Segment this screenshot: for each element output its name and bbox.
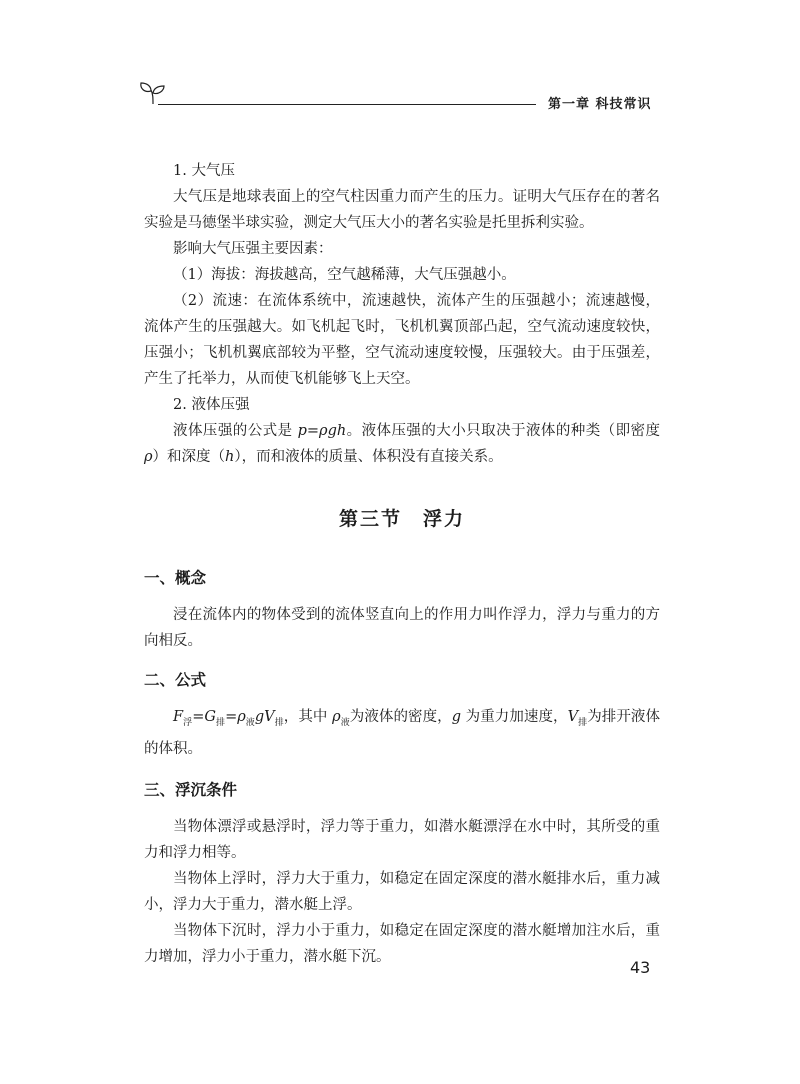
formula-V2-sub: 排 xyxy=(578,717,588,728)
section-title: 第三节 浮力 xyxy=(338,508,465,530)
concept-title: 一、概念 xyxy=(144,569,207,587)
liquid-text-b: 。液体压强的大小只取决于液体的种类（即密度 xyxy=(346,423,661,439)
liquid-heading: 2. 液体压强 xyxy=(173,397,250,413)
formula-V-sub: 排 xyxy=(274,717,284,728)
formula-rho-sub: 液 xyxy=(245,717,255,728)
liquid-text-d: ），而和液体的质量、体积没有直接关系。 xyxy=(234,449,503,465)
float-paragraph-3: 当物体下沉时，浮力小于重力，如稳定在固定深度的潜水艇增加注水后，重力增加，浮力小于重力，潜水艇下沉。 xyxy=(144,922,660,965)
chapter-title: 第一章 科技常识 xyxy=(548,97,652,112)
formula-F-sub: 浮 xyxy=(183,717,193,728)
atm-paragraph: 大气压是地球表面上的空气柱因重力而产生的压力。证明大气压存在的著名实验是马德堡半球实验，测定大气压大小的著名实验是托里拆利实验。 xyxy=(144,189,660,231)
formula-rho2: ρ xyxy=(332,709,341,725)
page-header xyxy=(0,0,800,130)
liquid-formula: p=ρgh xyxy=(297,423,347,439)
formula-V: V xyxy=(567,709,579,725)
buoyancy-formula xyxy=(144,704,660,762)
page-number: 43 xyxy=(630,958,651,977)
formula-title: 二、公式 xyxy=(144,671,207,689)
formula-text1: ，其中 xyxy=(283,709,333,725)
liquid-text-c: ）和深度（ xyxy=(152,449,226,465)
formula-gV: gV xyxy=(254,709,275,725)
factor-flow-speed: （2）流速：在流体系统中，流速越快，流体产生的压强越小；流速越慢，流体产生的压强越大。如飞机起飞时，飞机机翼顶部凸起，空气流动速度较快，压强小；飞机机翼底部较为平整，空气流动速度较慢，压强较大。由于压强差，产生了托举力，从而使飞机能够飞上天空。 xyxy=(144,293,660,387)
factors-title: 影响大气压强主要因素： xyxy=(173,241,333,257)
leaf-icon xyxy=(138,78,168,112)
rho-symbol: ρ xyxy=(144,449,153,465)
formula-text3: 为重力加速度， xyxy=(461,709,568,725)
formula-eq1: = xyxy=(192,709,205,725)
page-body xyxy=(144,158,660,970)
formula-text4: 为排开液体的体积。 xyxy=(144,709,660,757)
formula-g: g xyxy=(451,709,461,725)
formula-rho2-sub: 液 xyxy=(340,717,350,728)
factor-altitude: （1）海拔：海拔越高，空气越稀薄，大气压强越小。 xyxy=(173,267,516,283)
liquid-paragraph xyxy=(144,418,660,470)
float-paragraph-2: 当物体上浮时，浮力大于重力，如稳定在固定深度的潜水艇排水后，重力减小，浮力大于重力，潜水艇上浮。 xyxy=(144,870,660,913)
formula-text2: 为液体的密度， xyxy=(349,709,452,725)
header-rule xyxy=(158,104,536,105)
formula-F: F xyxy=(173,709,184,725)
float-paragraph-1: 当物体漂浮或悬浮时，浮力等于重力，如潜水艇漂浮在水中时，其所受的重力和浮力相等。 xyxy=(144,818,660,861)
h-symbol: h xyxy=(225,449,235,465)
liquid-text-a: 液体压强的公式是 xyxy=(173,423,298,439)
formula-G: G xyxy=(204,709,216,725)
formula-eq2: = xyxy=(225,709,238,725)
concept-text: 浸在流体内的物体受到的流体竖直向上的作用力叫作浮力，浮力与重力的方向相反。 xyxy=(144,607,660,649)
atm-heading: 1. 大气压 xyxy=(173,163,235,179)
formula-rho: ρ xyxy=(237,709,246,725)
float-title: 三、浮沉条件 xyxy=(144,780,238,799)
formula-G-sub: 排 xyxy=(215,717,226,728)
